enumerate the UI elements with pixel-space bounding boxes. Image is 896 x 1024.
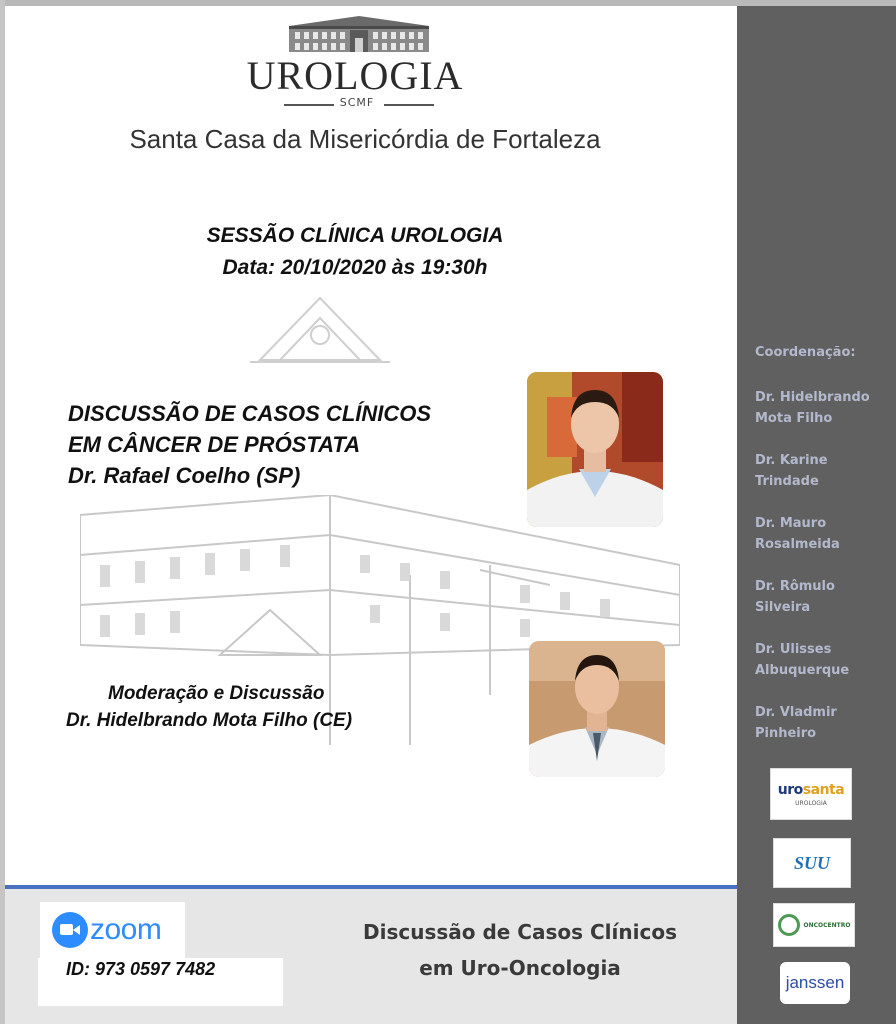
coordinator-item: Dr. Vladmir Pinheiro [755,705,837,741]
coordinator-item: Dr. Hidelbrando Mota Filho [755,390,870,426]
sbu-logo-mark: SUU [793,852,830,873]
hospital-building-icon [284,14,434,54]
speaker-photo [527,372,663,527]
footer-title-line-2: em Uro-Oncologia [419,956,621,980]
talk-title-line-1: DISCUSSÃO DE CASOS CLÍNICOS [68,401,432,426]
moderation-label: Moderação e Discussão [108,683,325,704]
urosanta-logo [770,768,852,820]
institution-name: Santa Casa da Misericórdia de Fortaleza [129,124,601,154]
footer-title-line-1: Discussão de Casos Clínicos [363,920,677,944]
coordinator-item: Dr. Mauro Rosalmeida [755,516,840,552]
session-title: SESSÃO CLÍNICA UROLOGIA [206,224,504,247]
footer-title [340,914,700,986]
urosanta-logo-sub: UROLOGIA [795,799,827,807]
urosanta-logo-accent: santa [802,781,845,798]
talk-info [68,398,518,491]
zoom-logo [40,902,185,958]
urosanta-logo-main: uro [777,781,803,798]
session-date: Data: 20/10/2020 às 19:30h [222,256,488,279]
session-info [150,220,560,284]
brand-subtitle: SCMF [339,96,375,109]
coordination-list [755,387,891,765]
talk-speaker: Dr. Rafael Coelho (SP) [68,463,301,488]
zoom-wordmark: zoom [90,913,162,946]
brand-divider-right [384,104,434,106]
janssen-logo: janssen [780,962,850,1004]
sbu-logo [773,838,851,888]
oncocentro-ring-icon [778,914,800,936]
moderator-photo [529,641,665,777]
brand-title: UROLOGIA [246,53,464,98]
coordination-title: Coordenação: [755,345,856,360]
oncocentro-logo-text: ONCOCENTRO [803,921,851,929]
moderator-name: Dr. Hidelbrando Mota Filho (CE) [66,710,353,731]
frame-left-border [0,0,5,1024]
talk-title-line-2: EM CÂNCER DE PRÓSTATA [68,432,361,457]
coordinator-item: Dr. Rômulo Silveira [755,579,835,615]
moderation-info [66,680,486,734]
coordinator-item: Dr. Ulisses Albuquerque [755,642,850,678]
oncocentro-logo [773,903,855,947]
meeting-id: ID: 973 0597 7482 [66,959,216,979]
building-sketch-tower [250,290,390,365]
zoom-camera-icon [52,912,88,948]
coordinator-item: Dr. Karine Trindade [755,453,828,489]
brand-divider-left [284,104,334,106]
